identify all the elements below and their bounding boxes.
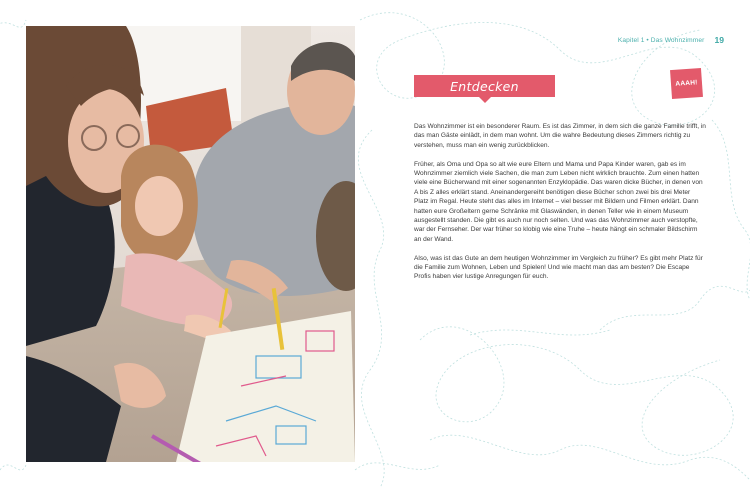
paragraph-3: Also, was ist das Gute an dem heutigen Wohnzimmer im Vergleich zu früher? Es gibt mehr Platz für die Familie zum Wohnen, Leben und Spielen! Und wie macht man das am besten? Die Escape Profis haben vier lustige Anregungen für euch. <box>414 254 703 281</box>
banner-pointer <box>479 97 491 103</box>
running-header <box>618 34 724 46</box>
body-text <box>414 122 706 291</box>
family-photo <box>26 26 355 462</box>
page-number: 19 <box>714 35 724 45</box>
sticker-badge <box>670 68 703 99</box>
paragraph-1: Das Wohnzimmer ist ein besonderer Raum. Es ist das Zimmer, in dem sich die ganze Familie trifft, in das man Gäste einlädt, in dem man wohnt. Um die wahre Bedeutung dieses Zimmers richtig zu verstehen, muss man ein wenig zurückblicken. <box>414 123 706 149</box>
paragraph-2: Früher, als Oma und Opa so alt wie eure Eltern und Mama und Papa Kinder waren, gab es im Wohnzimmer ziemlich viele Sachen, die man zum Leben nicht wirklich brauchte. Zum einen hatten viele eine Bücherwand mit einer sogenannten Enzyklopädie. Das waren dicke Bücher, in denen von A bis Z alles erklärt stand. Aneinandergereiht benötigen diese Bücher schon zwei bis drei Meter Platz im Regal. Heute steht das alles im Internet – viel besser mit Bildern und Filmen erklärt. Dann hatten eure Großeltern gerne Schränke mit Glaswänden, in denen Teller wie in einem Museum ausgestellt standen. Die gibt es auch nur noch selten. Und was das Wohnzimmer auch verstopfte, war der Fernseher. Der war früher so klobig wie eine Truhe – heute hängt ein schmaler Bildschirm an der Wand. <box>414 160 703 243</box>
sticker-text: AAAH! <box>675 79 698 88</box>
section-banner: Entdecken <box>414 75 555 97</box>
chapter-label: Kapitel 1 • Das Wohnzimmer <box>617 36 705 44</box>
